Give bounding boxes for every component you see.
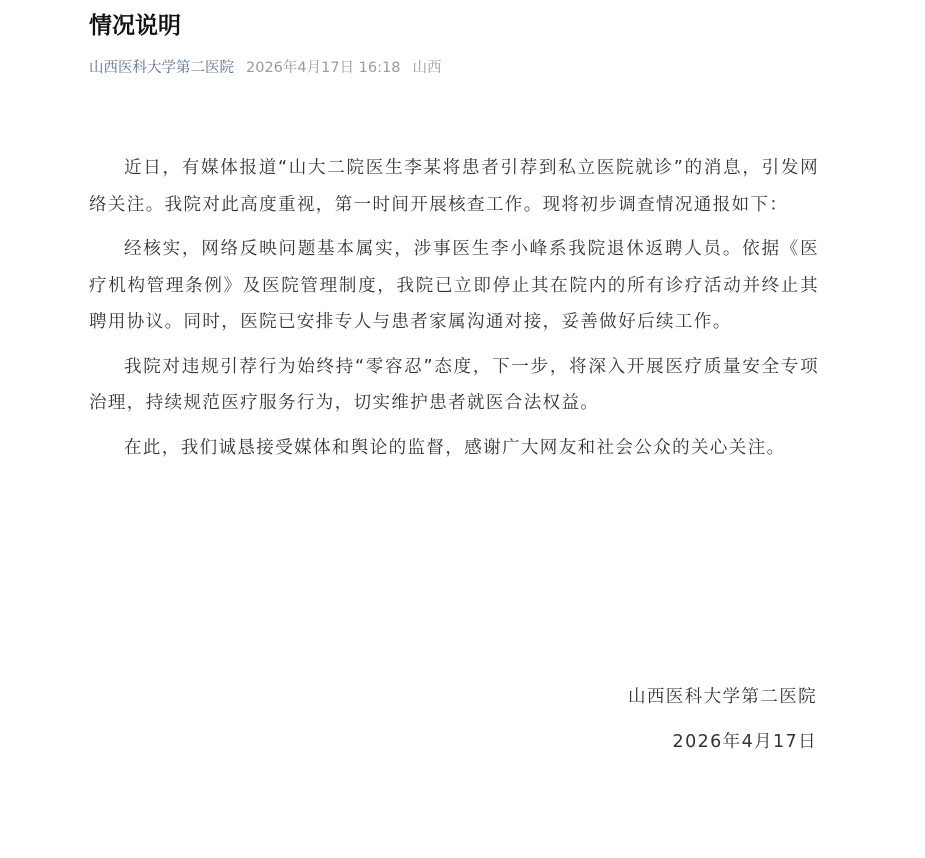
paragraph-4: 在此，我们诚恳接受媒体和舆论的监督，感谢广大网友和社会公众的关心关注。 (124, 437, 786, 458)
article-title: 情况说明 (89, 13, 181, 39)
publish-time: 2026年4月17日 16:18 (246, 60, 401, 76)
article-body (89, 150, 819, 474)
article-meta (89, 57, 441, 79)
source-account-link[interactable]: 山西医科大学第二医院 (89, 60, 234, 76)
publish-region: 山西 (412, 60, 442, 76)
paragraph-2: 经核实，网络反映问题基本属实，涉事医生李小峰系我院退休返聘人员。依据《医疗机构管理条例》及医院管理制度，我院已立即停止其在院内的所有诊疗活动并终止其聘用协议。同时，医院已安排专人与患者家属沟通对接，妥善做好后续工作。 (89, 239, 819, 332)
paragraph-1: 近日，有媒体报道“山大二院医生李某将患者引荐到私立医院就诊”的消息，引发网络关注。我院对此高度重视，第一时间开展核查工作。现将初步调查情况通报如下： (89, 158, 819, 215)
paragraph-3: 我院对违规引荐行为始终持“零容忍”态度，下一步，将深入开展医疗质量安全专项治理，持续规范医疗服务行为，切实维护患者就医合法权益。 (89, 356, 819, 413)
signature-date: 2026年4月17日 (672, 732, 817, 752)
signature-organization: 山西医科大学第二医院 (628, 687, 817, 707)
